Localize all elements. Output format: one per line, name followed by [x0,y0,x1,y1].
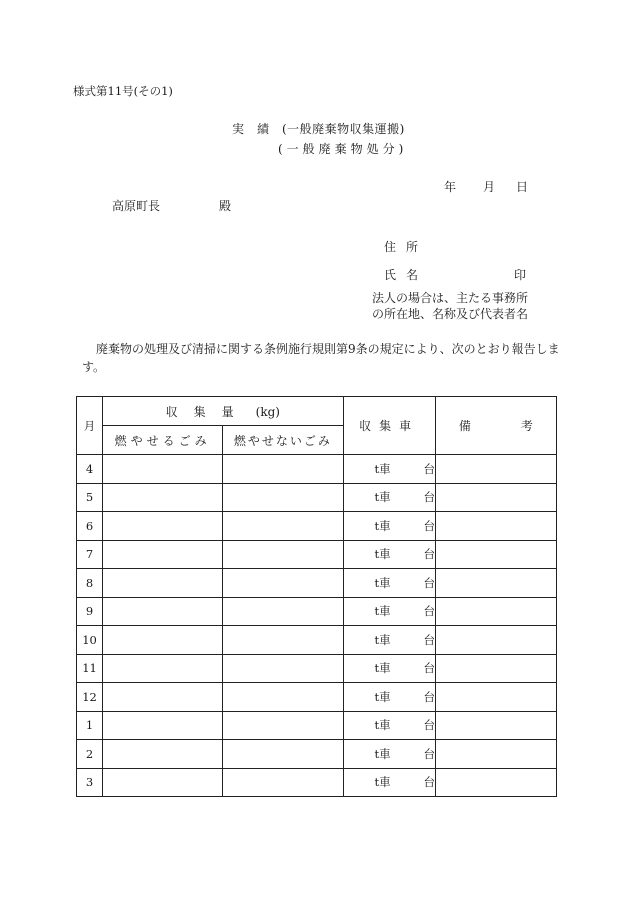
table-row [77,597,557,626]
truck-tonnage-label: t車 [374,661,391,676]
truck-cell[interactable] [343,483,435,512]
note-cell[interactable] [435,483,556,512]
month-cell: 9 [77,597,103,626]
truck-tonnage-label: t車 [374,746,391,761]
header-month: 月 [77,397,103,455]
table-row [77,455,557,484]
truck-count-label: 台 [423,461,436,476]
note-cell[interactable] [435,683,556,712]
note-cell[interactable] [435,768,556,797]
table-row [77,512,557,541]
nonburnable-cell[interactable] [223,455,343,484]
burnable-cell[interactable] [103,683,223,712]
honorific: 殿 [219,199,232,213]
truck-cell[interactable] [343,711,435,740]
burnable-cell[interactable] [103,654,223,683]
truck-count-label: 台 [423,632,436,647]
burnable-cell[interactable] [103,597,223,626]
note-cell[interactable] [435,540,556,569]
table-row [77,740,557,769]
header-collection-amount [103,397,344,426]
nonburnable-cell[interactable] [223,711,343,740]
truck-count-label: 台 [423,575,436,590]
nonburnable-cell[interactable] [223,768,343,797]
burnable-cell[interactable] [103,512,223,541]
date-day-label: 日 [516,180,529,194]
date-year-label: 年 [444,180,457,194]
header-truck: 収集車 [343,397,435,455]
header-note-left: 備 [458,419,471,433]
truck-count-label: 台 [423,547,436,562]
address-label: 住所 [384,240,429,254]
truck-tonnage-label: t車 [374,689,391,704]
burnable-cell[interactable] [103,711,223,740]
seal-label: 印 [514,268,527,282]
burnable-cell[interactable] [103,569,223,598]
burnable-cell[interactable] [103,626,223,655]
table-row [77,483,557,512]
month-cell: 3 [77,768,103,797]
report-table [76,396,557,797]
truck-tonnage-label: t車 [374,490,391,505]
table-row [77,768,557,797]
corporation-note-cont: の所在地、名称及び代表者名 [372,307,529,321]
header-nonburnable: 燃やせないごみ [223,426,343,455]
burnable-cell[interactable] [103,455,223,484]
month-cell: 10 [77,626,103,655]
month-cell: 12 [77,683,103,712]
truck-tonnage-label: t車 [374,632,391,647]
table-row [77,711,557,740]
month-cell: 4 [77,455,103,484]
table-row [77,626,557,655]
name-label: 氏名 [384,268,429,282]
nonburnable-cell[interactable] [223,626,343,655]
report-title: 実 績 (一般廃棄物収集運搬) [232,122,405,136]
truck-cell[interactable] [343,768,435,797]
truck-count-label: 台 [423,746,436,761]
note-cell[interactable] [435,455,556,484]
truck-count-label: 台 [423,518,436,533]
truck-count-label: 台 [423,775,436,790]
truck-count-label: 台 [423,718,436,733]
truck-count-label: 台 [423,661,436,676]
table-row [77,683,557,712]
month-cell: 11 [77,654,103,683]
table-row [77,569,557,598]
nonburnable-cell[interactable] [223,540,343,569]
nonburnable-cell[interactable] [223,654,343,683]
truck-cell[interactable] [343,597,435,626]
truck-cell[interactable] [343,569,435,598]
table-row [77,540,557,569]
truck-tonnage-label: t車 [374,775,391,790]
truck-tonnage-label: t車 [374,575,391,590]
month-cell: 5 [77,483,103,512]
month-cell: 6 [77,512,103,541]
note-cell[interactable] [435,740,556,769]
truck-cell[interactable] [343,540,435,569]
header-note-right: 考 [520,419,533,433]
truck-count-label: 台 [423,689,436,704]
truck-cell[interactable] [343,654,435,683]
truck-tonnage-label: t車 [374,604,391,619]
burnable-cell[interactable] [103,740,223,769]
header-unit: (kg) [255,404,280,419]
date-month-label: 月 [483,180,496,194]
month-cell: 7 [77,540,103,569]
header-note [435,397,556,455]
burnable-cell[interactable] [103,540,223,569]
corporation-note: 法人の場合は、主たる事務所 [372,291,529,305]
truck-tonnage-label: t車 [374,547,391,562]
nonburnable-cell[interactable] [223,683,343,712]
note-cell[interactable] [435,597,556,626]
truck-tonnage-label: t車 [374,718,391,733]
header-burnable: 燃やせるごみ [103,426,223,455]
month-cell: 1 [77,711,103,740]
addressee: 高原町長 [112,199,161,213]
truck-count-label: 台 [423,604,436,619]
truck-tonnage-label: t車 [374,518,391,533]
report-subtitle: (一般廃棄物処分) [278,142,408,156]
truck-cell[interactable] [343,455,435,484]
burnable-cell[interactable] [103,768,223,797]
burnable-cell[interactable] [103,483,223,512]
month-cell: 2 [77,740,103,769]
truck-cell[interactable] [343,626,435,655]
nonburnable-cell[interactable] [223,740,343,769]
body-text: 廃棄物の処理及び清掃に関する条例施行規則第9条の規定により、次のとおり報告しま [96,342,560,356]
nonburnable-cell[interactable] [223,512,343,541]
header-row [77,397,557,426]
truck-count-label: 台 [423,490,436,505]
truck-cell[interactable] [343,740,435,769]
truck-tonnage-label: t車 [374,461,391,476]
nonburnable-cell[interactable] [223,483,343,512]
month-cell: 8 [77,569,103,598]
note-cell[interactable] [435,569,556,598]
truck-cell[interactable] [343,683,435,712]
note-cell[interactable] [435,512,556,541]
form-number: 様式第11号(その1) [73,84,173,98]
note-cell[interactable] [435,654,556,683]
nonburnable-cell[interactable] [223,569,343,598]
body-text-cont: す。 [82,360,106,374]
nonburnable-cell[interactable] [223,597,343,626]
note-cell[interactable] [435,711,556,740]
note-cell[interactable] [435,626,556,655]
table-row [77,654,557,683]
truck-cell[interactable] [343,512,435,541]
header-collection-label: 収集量 [165,404,250,419]
